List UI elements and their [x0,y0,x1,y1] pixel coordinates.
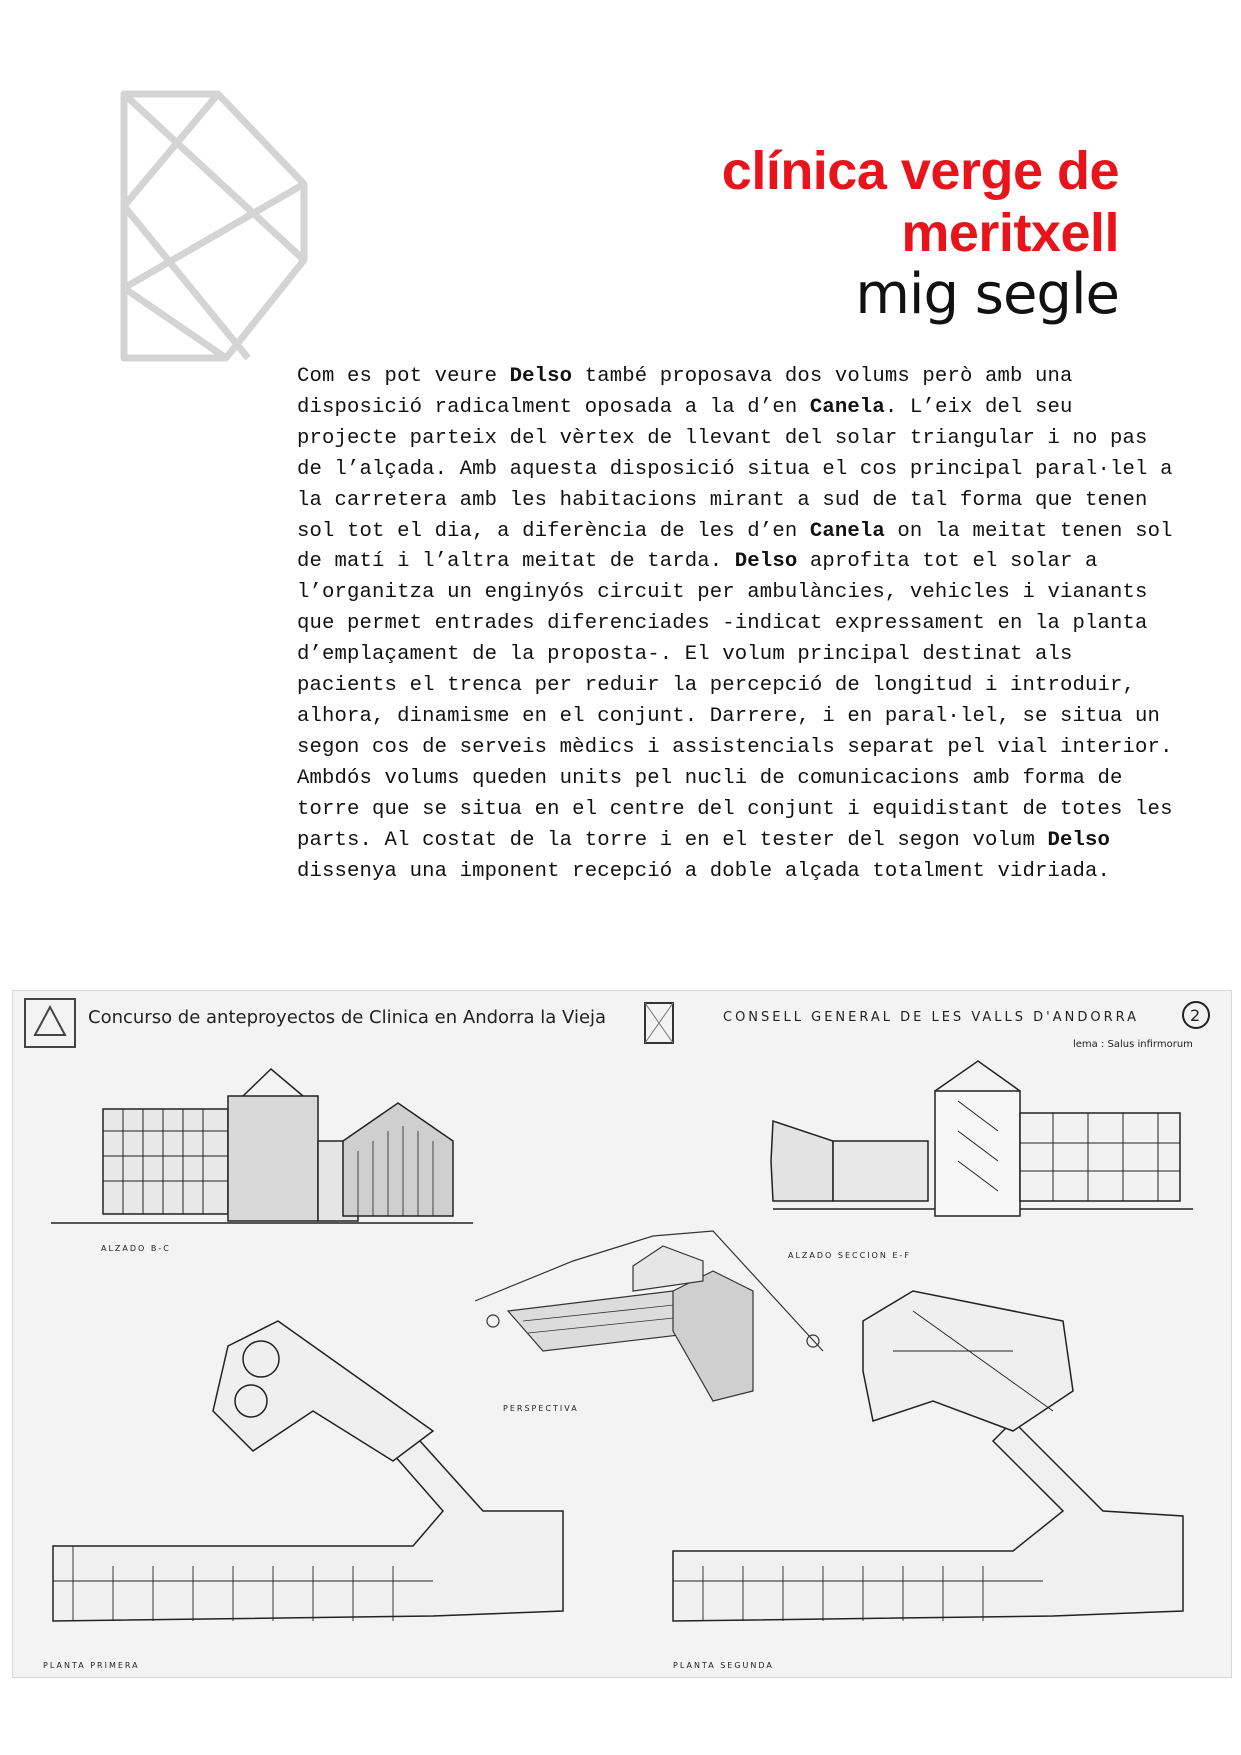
plate-subtitle: lema : Salus infirmorum [1073,1039,1193,1050]
bold-name: Delso [734,550,798,574]
section-drawing [771,1061,1193,1216]
title-line-1: clínica verge de [721,141,1119,201]
bold-name: Canela [809,395,885,419]
plate-council: CONSELL GENERAL DE LES VALLS D'ANDORRA [723,1010,1140,1025]
text-run: Com es pot veure [297,365,510,388]
floor-plan-first [53,1321,563,1621]
bold-name: Delso [509,365,573,388]
elevation-drawing [51,1069,473,1223]
perspective-drawing [475,1231,823,1401]
text-run: aprofita tot el solar a l’organitza un enginyós circuit per ambulàncies, vehicles i vianants que permet entrades diferenciades -indicat expressament en la planta d’emplaçament de la proposta-. El volum principal destinat als pacients el trenca per reduir la percepció de longitud i introduir, alhora, dinamisme en el conjunt. Darrere, i en paral·lel, se situa un segon cos de serveis mèdics i assistencials separat pel vial interior. Ambdós volums queden units pel nucli de comunicacions amb forma de torre que se situa en el centre del conjunt i equidistant de totes les parts. Al costat de la torre i en el tester del segon volum [297,550,1173,852]
label-floor1: PLANTA PRIMERA [43,1661,140,1670]
plate-number: 2 [1190,1006,1201,1025]
bold-name: Canela [809,519,885,543]
text-run: . L’eix del seu projecte parteix del vèrtex de llevant del solar triangular i no pas de l’alçada. Amb aquesta disposició situa el cos principal paral·lel a la carretera amb les habitacions mirant a sud de tal forma que tenen sol tot el dia, a diferència de les d’en [297,395,1173,543]
plate-header [25,999,1209,1050]
bold-name: Delso [1047,828,1111,852]
text-run: també proposava dos volums però amb una disposició radicalment oposada a la d’en [297,365,1073,419]
label-perspective: PERSPECTIVA [503,1404,579,1413]
architectural-plate [12,990,1232,1678]
plate-drawing [13,991,1231,1677]
label-floor2: PLANTA SEGUNDA [673,1661,774,1670]
title-line-2: meritxell [901,203,1119,263]
label-section: ALZADO SECCION E-F [788,1251,911,1260]
title-line-3: mig segle [855,262,1119,327]
body-paragraph [297,362,1177,887]
text-run: on la meitat tenen sol de matí i l’altra meitat de tarda. [297,519,1173,574]
plate-heading: Concurso de anteproyectos de Clinica en Andorra la Vieja [88,1007,607,1028]
label-elevation: ALZADO B-C [101,1244,171,1253]
text-run: dissenya una imponent recepció a doble alçada totalment vidriada. [297,859,1111,883]
logo-mark [118,88,314,364]
title-block [499,140,1119,326]
